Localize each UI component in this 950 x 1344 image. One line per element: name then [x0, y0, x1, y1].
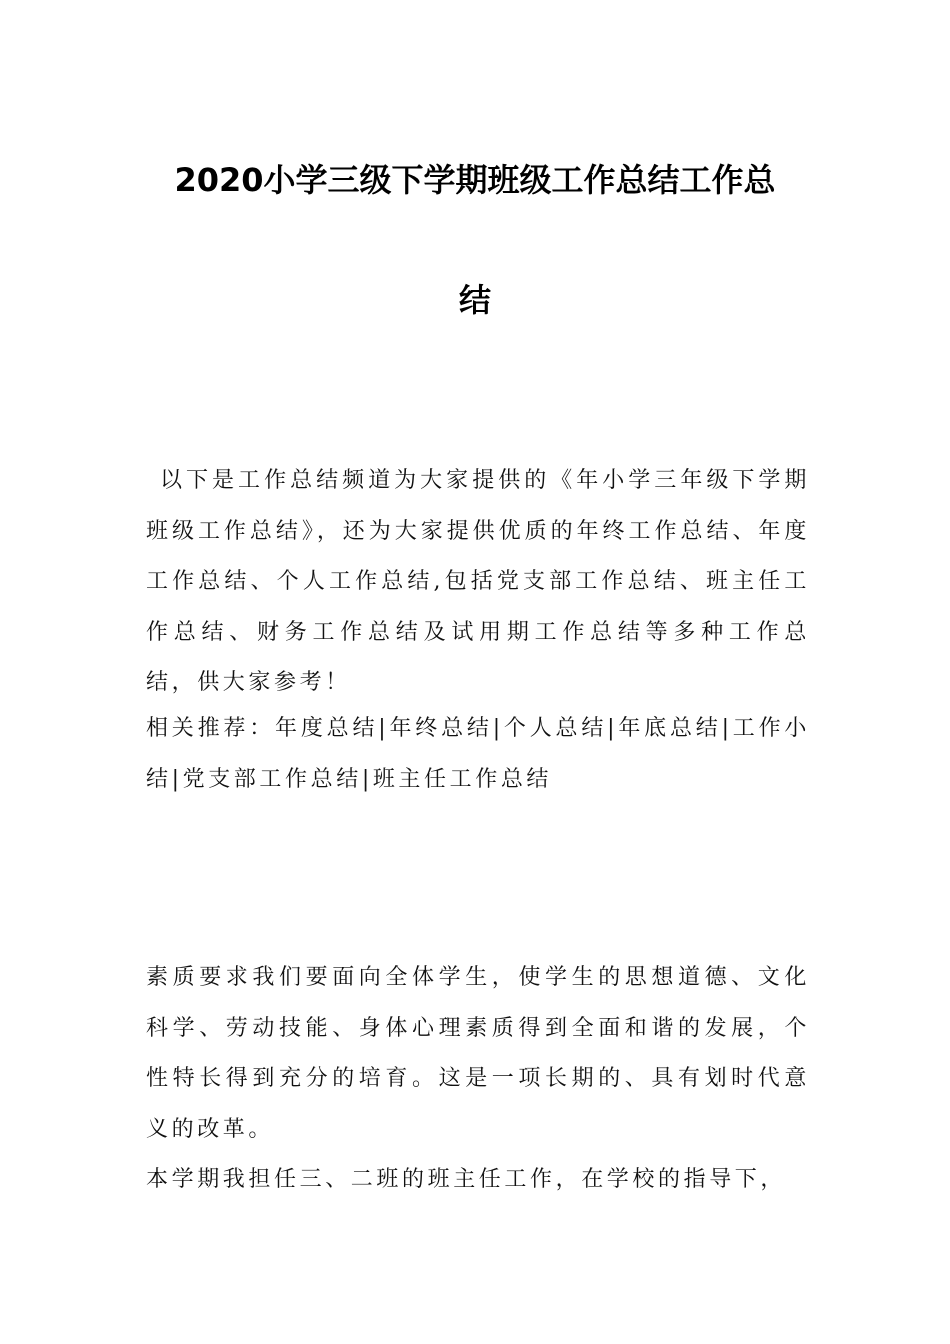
body-paragraph-1: 素质要求我们要面向全体学生，使学生的思想道德、文化科学、劳动技能、身体心理素质得到全面和谐的发展，个性特长得到充分的培育。这是一项长期的、具有划时代意义的改革。	[146, 965, 810, 1142]
intro-paragraph: 以下是工作总结频道为大家提供的《年小学三年级下学期班级工作总结》，还为大家提供优质的年终工作总结、年度工作总结、个人工作总结,包括党支部工作总结、班主任工作总结、财务工作总结及试用期工作总结等多种工作总结，供大家参考！	[146, 468, 810, 695]
document-title-line2: 结	[458, 281, 491, 319]
body-paragraph-2: 本学期我担任三、二班的班主任工作，在学校的指导下，	[146, 1167, 787, 1192]
document-title-line1: 2020小学三级下学期班级工作总结工作总	[174, 161, 776, 199]
related-recommendations: 相关推荐：年度总结|年终总结|个人总结|年底总结|工作小结|党支部工作总结|班主任工作总结	[146, 716, 810, 792]
